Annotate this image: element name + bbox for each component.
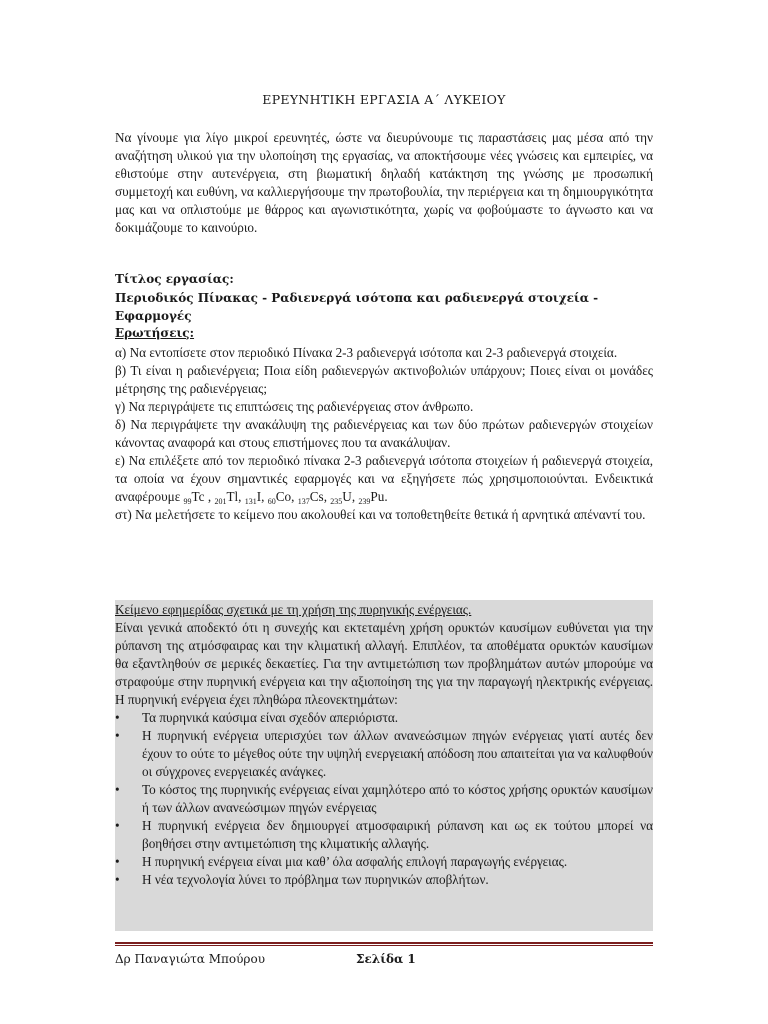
footer-page-number: Σελίδα 1 [356,952,416,966]
question-d: δ) Να περιγράψετε την ανακάλυψη της ραδιενέργειας και των δύο πρώτων ραδιενεργών στοιχείων κάνοντας αναφορά και στους επιστήμονες που τα ανακάλυψαν. [115,417,653,450]
isotope [184,489,215,504]
isotope-mass: 235 [330,497,343,506]
list-item: • Η πυρηνική ενέργεια είναι μια καθ’ όλα ασφαλής επιλογή παραγωγής ενέργειας. [115,854,568,869]
isotope-separator: , [238,489,245,504]
intro-paragraph: Να γίνουμε για λίγο μικροί ερευνητές, ώστε να διευρύνουμε τις παραστάσεις μας μέσα από την αναζήτηση υλικού για την υλοποίηση της εργασίας, να αποκτήσουμε νέες γνώσεις και εμπειρίες, να εθιστούμε στην αυτενέργεια, στη βιωματική δηλαδή κατάκτηση της γνώσης με προσωπική συμμετοχή και ευθύνη, να καλλιεργήσουμε την πρωτοβουλία, την περιέργεια και τη δημιουργικότητα μας και να οπλιστούμε με θάρρος και αγωνιστικότητα, χωρίς να φοβούμαστε το άγνωστο και να δοκιμάζουμε το καινούριο. [115,130,653,235]
isotope [330,489,358,504]
list-item: • Η νέα τεχνολογία λύνει το πρόβλημα των πυρηνικών αποβλήτων. [115,872,489,887]
article-heading: Κείμενο εφημερίδας σχετικά με τη χρήση της πυρηνικής ενέργειας. [115,602,472,617]
isotope-mass: 60 [267,497,276,506]
question-b: β) Τι είναι η ραδιενέργεια; Ποια είδη ραδιενεργών ακτινοβολιών υπάρχουν; Ποιες είναι οι μονάδες μέτρησης της ραδιενέργειας; [115,363,653,396]
isotope [214,489,244,504]
work-title: Περιοδικός Πίνακας - Ραδιενεργά ισότοπα και ραδιενεργά στοιχεία - Εφαρμογές [115,291,599,323]
article-body: Είναι γενικά αποδεκτό ότι η συνεχής και εκτεταμένη χρήση ορυκτών καυσίμων ευθύνεται για την ρύπανση της ατμόσφαιρας και την κλιματική αλλαγή. Επιπλέον, τα αποθέματα ορυκτών καυσίμων θα εξαντληθούν σε μερικές δεκαετίες. Για την αντιμετώπιση των προβλημάτων αυτών μπορούμε να στραφούμε στην πυρηνική ενέργεια και την αξιοποίηση της για την παραγωγή ηλεκτρικής ενέργειας. Η πυρηνική ενέργεια έχει πληθώρα πλεονεκτημάτων: [115,620,653,707]
isotope [245,489,268,504]
bullet-icon: • [115,854,120,869]
list-item: • Η πυρηνική ενέργεια δεν δημιουργεί ατμοσφαιρική ρύπανση και ως εκ τούτου μπορεί να βοηθήσει στην αντιμετώπιση της κλιματικής αλλαγής. [115,818,653,851]
isotope-separator: , [351,489,359,504]
question-a: α) Να εντοπίσετε στον περιοδικό Πίνακα 2-3 ραδιενεργά ισότοπα και 2-3 ραδιενεργά στοιχεία. [115,345,618,360]
article-content [115,601,653,889]
questions-heading: Ερωτήσεις: [115,326,195,340]
isotope [298,489,331,504]
isotope-separator: . [384,489,388,504]
isotope [358,489,387,504]
advantages-list [115,709,653,889]
question-e-text: ε) Να επιλέξετε από τον περιοδικό πίνακα 2-3 ραδιενεργά ισότοπα στοιχείων ή ραδιενεργά στοιχεία, τα οποία να έχουν σημαντικές εφαρμογές και να εξηγήσετε πώς χρησιμοποιούνται. Ενδεικτικά αναφέρουμε [115,453,653,504]
bullet-icon: • [115,872,120,887]
question-e [115,452,653,506]
document-title: ΕΡΕΥΝΗΤΙΚΗ ΕΡΓΑΣΙΑ Α΄ ΛΥΚΕΙΟΥ [262,92,506,107]
bullet-icon: • [115,782,120,797]
isotope-mass: 99 [183,497,192,506]
isotope-separator: , [204,489,215,504]
list-item: • Η πυρηνική ενέργεια υπερισχύει των άλλων ανανεώσιμων πηγών ενέργειας γιατί αυτές δεν έχουν το ούτε το μέγεθος ούτε την υψηλή ενεργειακή απόδοση που απαιτείται για να καλυφθούν οι σύγχρονες ενεργειακές ανάγκες. [115,728,653,779]
question-f: στ) Να μελετήσετε το κείμενο που ακολουθεί και να τοποθετηθείτε θετικά ή αρνητικά απέναντί του. [115,507,646,522]
footer-divider [115,942,653,944]
isotope-mass: 131 [244,497,257,506]
bullet-icon: • [115,818,120,833]
isotope-separator: , [291,489,298,504]
isotope-symbol: Cs [309,489,324,504]
isotope-symbol: Tc [191,489,205,504]
isotope-mass: 239 [358,497,371,506]
footer-divider-thin [115,945,653,946]
bullet-icon: • [115,710,120,725]
question-c: γ) Να περιγράψετε τις επιπτώσεις της ραδιενέργειας στον άνθρωπο. [115,399,474,414]
isotope-separator: , [323,489,331,504]
list-item: • Το κόστος της πυρηνικής ενέργειας είναι χαμηλότερο από το κόστος χρήσης ορυκτών καυσίμων ή των άλλων ανανεώσιμων πηγών ενέργειας [115,782,653,815]
isotope-symbol: Tl [226,489,239,504]
bullet-icon: • [115,728,120,743]
list-item: • Τα πυρηνικά καύσιμα είναι σχεδόν απεριόριστα. [115,710,399,725]
work-title-label: Τίτλος εργασίας: [115,272,234,286]
questions-list [115,344,653,524]
isotope-separator: , [261,489,268,504]
isotope-symbol: I [256,489,262,504]
isotope-mass: 201 [214,497,227,506]
isotope-mass: 137 [297,497,310,506]
isotope-symbol: Pu [370,489,385,504]
isotope-symbol: Co [275,489,292,504]
isotope-symbol: U [342,489,352,504]
footer-author: Δρ Παναγιώτα Μπούρου [115,952,265,966]
isotope [268,489,298,504]
isotope-list [184,489,388,504]
